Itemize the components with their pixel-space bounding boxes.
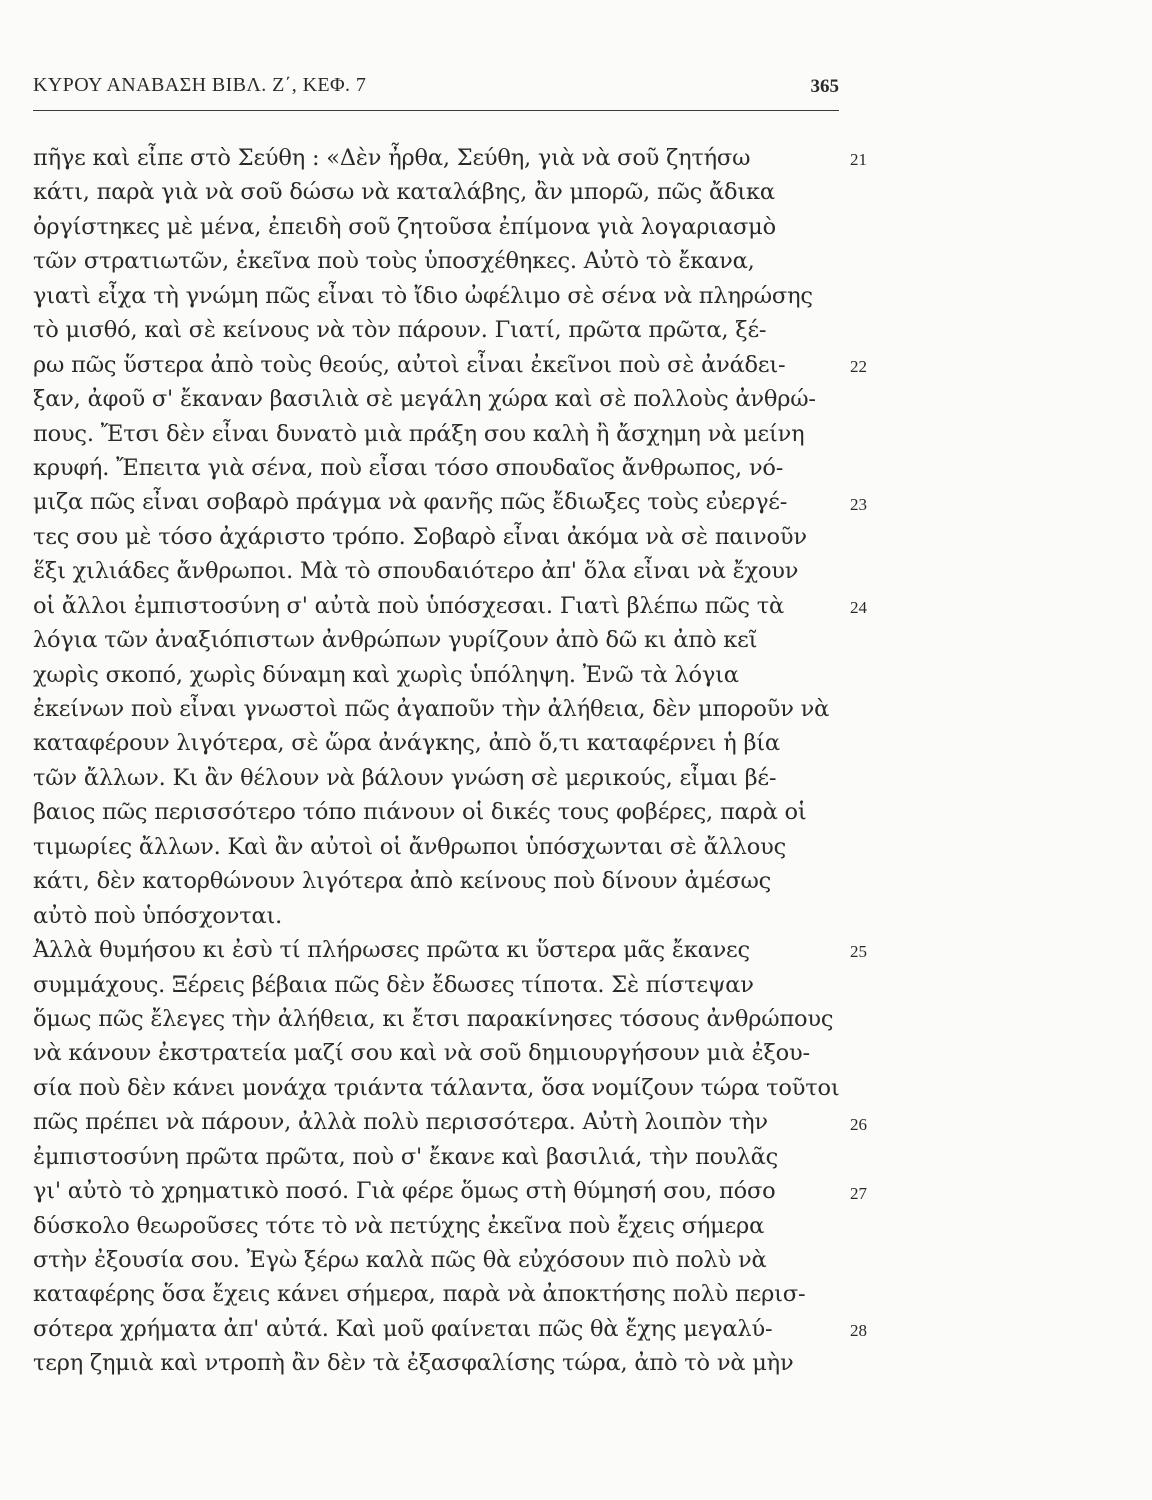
section-number: 25 xyxy=(850,942,867,962)
text-line: ὅμως πῶς ἔλεγες τὴν ἀλήθεια, κι ἔτσι παρακίνησες τόσους ἀνθρώπους xyxy=(33,1005,834,1032)
section-number: 28 xyxy=(850,1321,867,1341)
text-line: βαιος πῶς περισσότερο τόπο πιάνουν οἱ δικές τους φοβέρες, παρὰ οἱ xyxy=(33,799,807,826)
text-line: νὰ κάνουν ἐκστρατεία μαζί σου καὶ νὰ σοῦ δημιουργήσουν μιὰ ἐξου- xyxy=(33,1040,810,1067)
section-number: 26 xyxy=(850,1114,867,1134)
text-line: τῶν στρατιωτῶν, ἐκεῖνα ποὺ τοὺς ὑποσχέθηκες. Αὐτὸ τὸ ἔκανα, xyxy=(33,248,755,275)
text-line: αὐτὸ ποὺ ὑπόσχονται. xyxy=(33,902,283,929)
text-line: Ἀλλὰ θυμήσου κι ἐσὺ τί πλήρωσες πρῶτα κι ὕστερα μᾶς ἔκανες xyxy=(33,937,750,964)
text-line: τες σου μὲ τόσο ἀχάριστο τρόπο. Σοβαρὸ εἶναι ἀκόμα νὰ σὲ παινοῦν xyxy=(33,523,807,550)
text-line: γιατὶ εἶχα τὴ γνώμη πῶς εἶναι τὸ ἴδιο ὠφέλιμο σὲ σένα νὰ πληρώσης xyxy=(33,282,813,309)
text-line: ρω πῶς ὕστερα ἀπὸ τοὺς θεούς, αὐτοὶ εἶναι ἐκεῖνοι ποὺ σὲ ἀνάδει- xyxy=(33,351,786,378)
text-line: μιζα πῶς εἶναι σοβαρὸ πράγμα νὰ φανῆς πῶς ἔδιωξες τοὺς εὐεργέ- xyxy=(33,489,788,516)
header-rule xyxy=(33,110,839,111)
page-number: 365 xyxy=(810,76,839,97)
section-number: 21 xyxy=(850,150,867,169)
section-number: 22 xyxy=(850,356,867,376)
text-line: χωρὶς σκοπό, χωρὶς δύναμη καὶ χωρὶς ὑπόληψη. Ἐνῶ τὰ λόγια xyxy=(33,661,739,688)
text-line: πῶς πρέπει νὰ πάρουν, ἀλλὰ πολὺ περισσότερα. Αὐτὴ λοιπὸν τὴν xyxy=(33,1109,768,1136)
body-text xyxy=(33,141,839,1381)
text-line: ὀργίστηκες μὲ μένα, ἐπειδὴ σοῦ ζητοῦσα ἐπίμονα γιὰ λογαριασμὸ xyxy=(33,213,776,240)
page-header xyxy=(33,70,839,106)
text-line: τιμωρίες ἄλλων. Καὶ ἂν αὐτοὶ οἱ ἄνθρωποι ὑπόσχωνται σὲ ἄλλους xyxy=(33,833,786,860)
text-line: ἐμπιστοσύνη πρῶτα πρῶτα, ποὺ σ' ἔκανε καὶ βασιλιά, τὴν πουλᾶς xyxy=(33,1143,778,1170)
text-line: πους. Ἔτσι δὲν εἶναι δυνατὸ μιὰ πράξη σου καλὴ ἢ ἄσχημη νὰ μείνη xyxy=(33,420,805,447)
text-line: πῆγε καὶ εἶπε στὸ Σεύθη : «Δὲν ἦρθα, Σεύθη, γιὰ νὰ σοῦ ζητήσω xyxy=(33,145,751,171)
text-line: λόγια τῶν ἀναξιόπιστων ἀνθρώπων γυρίζουν ἀπὸ δῶ κι ἀπὸ κεῖ xyxy=(33,627,758,654)
section-number: 27 xyxy=(850,1183,867,1203)
text-line: κάτι, παρὰ γιὰ νὰ σοῦ δώσω νὰ καταλάβης, ἂν μπορῶ, πῶς ἄδικα xyxy=(33,179,775,206)
text-line: συμμάχους. Ξέρεις βέβαια πῶς δὲν ἔδωσες τίποτα. Σὲ πίστεψαν xyxy=(33,971,754,998)
running-head: ΚΥΡΟΥ ΑΝΑΒΑΣΗ ΒΙΒΛ. Ζ΄, ΚΕΦ. 7 xyxy=(33,74,367,96)
text-line: καταφέρης ὅσα ἔχεις κάνει σήμερα, παρὰ νὰ ἀποκτήσης πολὺ περισ- xyxy=(33,1281,806,1308)
text-line: τὸ μισθό, καὶ σὲ κείνους νὰ τὸν πάρουν. Γιατί, πρῶτα πρῶτα, ξέ- xyxy=(33,317,767,344)
text-line: σότερα χρήματα ἀπ' αὐτά. Καὶ μοῦ φαίνεται πῶς θὰ ἔχης μεγαλύ- xyxy=(33,1315,773,1342)
text-line: ξαν, ἀφοῦ σ' ἔκαναν βασιλιὰ σὲ μεγάλη χώρα καὶ σὲ πολλοὺς ἀνθρώ- xyxy=(33,386,816,413)
text-line: τερη ζημιὰ καὶ ντροπὴ ἂν δὲν τὰ ἐξασφαλίσης τώρα, ἀπὸ τὸ νὰ μὴν xyxy=(33,1350,794,1377)
text-line: στὴν ἐξουσία σου. Ἐγὼ ξέρω καλὰ πῶς θὰ εὐχόσουν πιὸ πολὺ νὰ xyxy=(33,1247,767,1273)
text-line: κρυφή. Ἔπειτα γιὰ σένα, ποὺ εἶσαι τόσο σπουδαῖος ἄνθρωπος, νό- xyxy=(33,454,784,481)
text-line: κάτι, δὲν κατορθώνουν λιγότερα ἀπὸ κείνους ποὺ δίνουν ἀμέσως xyxy=(33,868,772,895)
text-line: καταφέρουν λιγότερα, σὲ ὥρα ἀνάγκης, ἀπὸ ὅ,τι καταφέρνει ἡ βία xyxy=(33,730,780,757)
text-line: τῶν ἄλλων. Κι ἂν θέλουν νὰ βάλουν γνώση σὲ μερικούς, εἶμαι βέ- xyxy=(33,764,777,791)
text-line: οἱ ἄλλοι ἐμπιστοσύνη σ' αὐτὰ ποὺ ὑπόσχεσαι. Γιατὶ βλέπω πῶς τὰ xyxy=(33,592,785,619)
section-number: 23 xyxy=(850,494,867,514)
text-line: σία ποὺ δὲν κάνει μονάχα τριάντα τάλαντα, ὅσα νομίζουν τώρα τοῦτοι xyxy=(33,1074,840,1101)
text-line: ἐκείνων ποὺ εἶναι γνωστοὶ πῶς ἀγαποῦν τὴν ἀλήθεια, δὲν μποροῦν νὰ xyxy=(33,696,830,722)
text-line: δύσκολο θεωροῦσες τότε τὸ νὰ πετύχης ἐκεῖνα ποὺ ἔχεις σήμερα xyxy=(33,1212,765,1239)
text-line: ἕξι χιλιάδες ἄνθρωποι. Μὰ τὸ σπουδαιότερο ἀπ' ὅλα εἶναι νὰ ἔχουν xyxy=(33,558,799,585)
text-line: γι' αὐτὸ τὸ χρηματικὸ ποσό. Γιὰ φέρε ὅμως στὴ θύμησή σου, πόσο xyxy=(33,1178,776,1205)
section-number: 24 xyxy=(850,597,867,617)
